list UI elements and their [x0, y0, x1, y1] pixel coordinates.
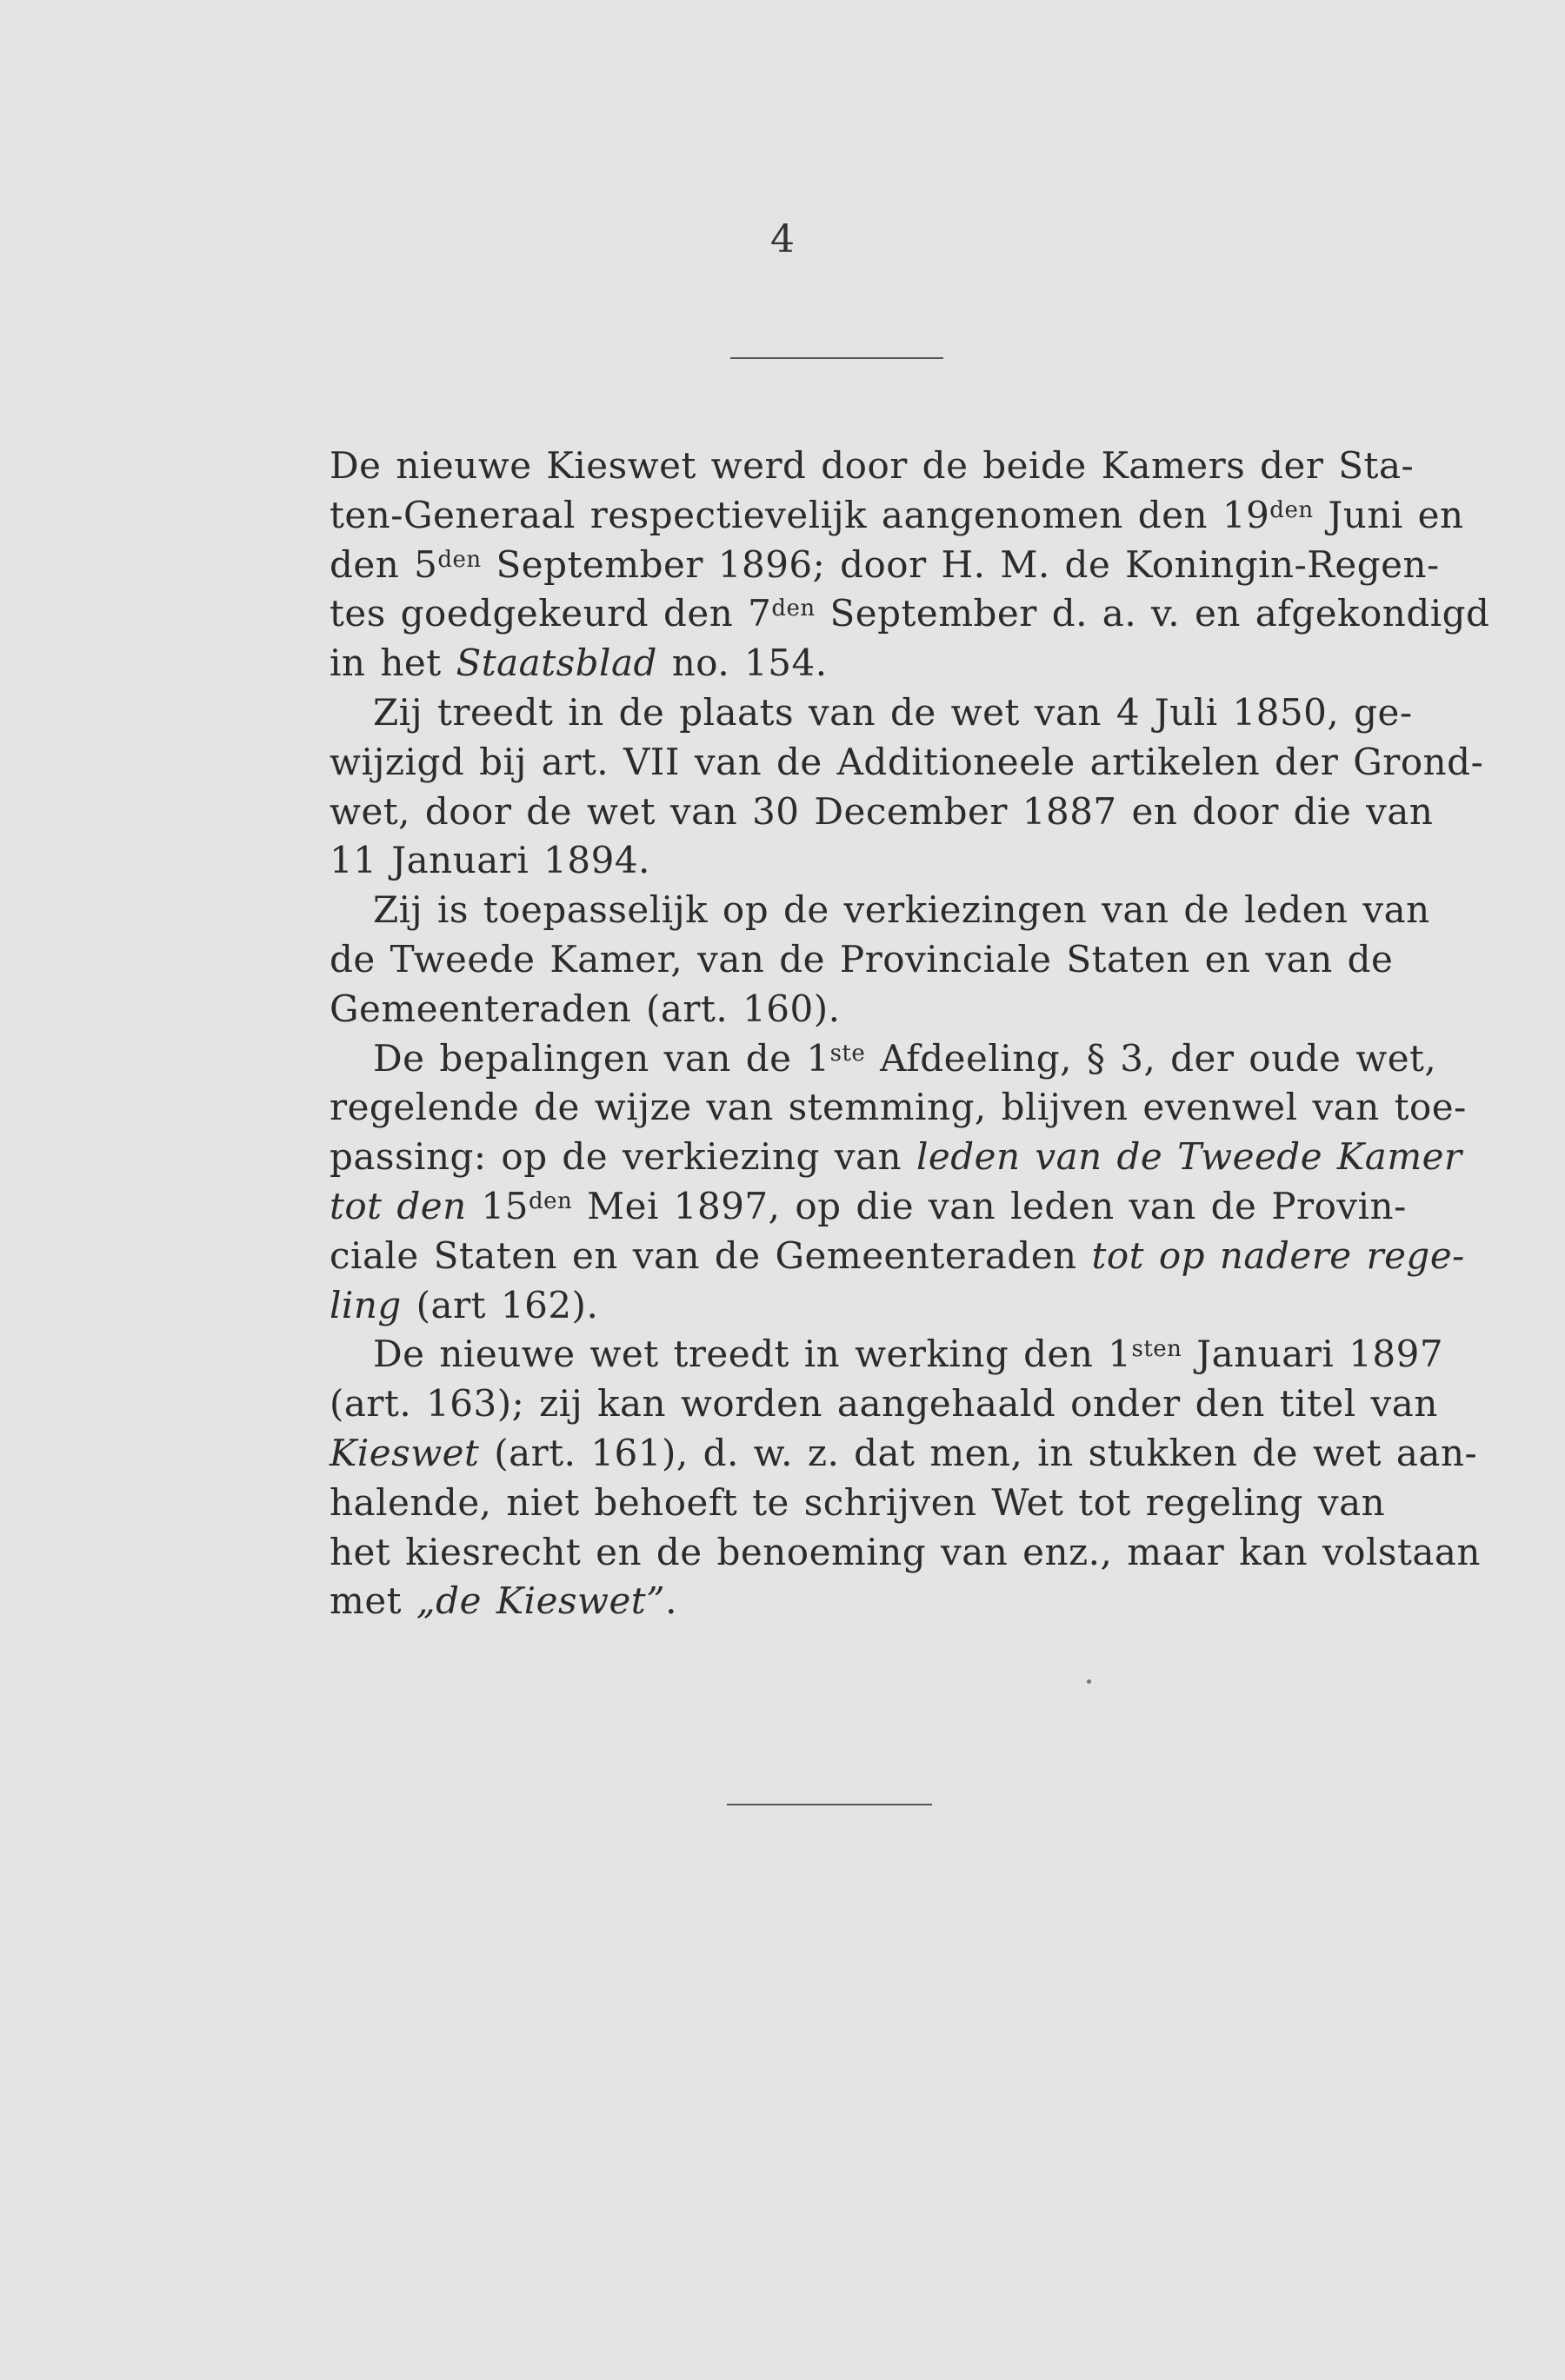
text-run: Juni en [1313, 493, 1464, 536]
text-run: 11 Januari 1894. [330, 839, 650, 882]
text-run: September d. a. v. en afgekondigd [815, 592, 1490, 635]
italic-text: ling [330, 1283, 402, 1326]
text-run: 15 [466, 1184, 529, 1227]
italic-text: tot den [330, 1184, 467, 1227]
text-run: Zij is toepasselijk op de verkiezingen van de leden van [373, 888, 1430, 932]
text-run: De nieuwe Kieswet werd door de beide Kamers der Sta- [330, 444, 1415, 487]
text-run: Gemeenteraden (art. 160). [330, 987, 841, 1030]
body-text [286, 442, 1490, 1626]
text-run: De nieuwe wet treedt in werking den 1 [373, 1333, 1132, 1376]
text-run: (art. 163); zij kan worden aangehaald onder den titel van [330, 1382, 1438, 1426]
text-line [286, 1528, 1481, 1578]
text-line [286, 935, 1394, 985]
text-line [286, 1479, 1386, 1528]
italic-text: Kieswet [330, 1431, 480, 1474]
text-line [286, 886, 1430, 935]
text-line [286, 836, 1373, 886]
italic-text: „de Kieswet” [416, 1579, 666, 1623]
text-run: Zij treedt in de plaats van de wet van 4 Juli 1850, ge- [373, 690, 1413, 734]
text-line [286, 738, 1484, 788]
text-line [286, 1083, 1467, 1133]
text-line [286, 1281, 1373, 1331]
text-run: passing: op de verkiezing van [330, 1135, 916, 1179]
paper-speck [1087, 1679, 1091, 1684]
italic-text: Staatsblad [456, 642, 657, 685]
text-line [286, 1133, 1462, 1182]
text-line [286, 1330, 1444, 1379]
text-line [286, 1577, 1373, 1626]
text-run: . [665, 1579, 678, 1623]
text-run: regelende de wijze van stemming, blijven evenwel van toe- [330, 1086, 1467, 1129]
text-run: in het [330, 642, 456, 685]
paragraph [286, 886, 1430, 1034]
text-line [286, 985, 1373, 1034]
text-line [286, 541, 1440, 590]
superscript: sten [1131, 1336, 1182, 1363]
page-number: 4 [770, 217, 795, 262]
superscript: den [528, 1187, 573, 1214]
text-line [286, 1379, 1438, 1429]
paragraph [286, 688, 1484, 886]
text-run: de Tweede Kamer, van de Provinciale Staten en van de [330, 937, 1394, 981]
text-run: met [330, 1579, 416, 1623]
text-line [286, 491, 1464, 541]
superscript: den [1269, 496, 1314, 523]
text-line [286, 1034, 1437, 1084]
text-run: Afdeeling, § 3, der oude wet, [865, 1036, 1437, 1080]
text-line [286, 1182, 1407, 1232]
text-line [286, 442, 1415, 491]
text-run: ciale Staten en van de Gemeenteraden [330, 1233, 1092, 1277]
text-run: het kiesrecht en de benoeming van enz., maar kan volstaan [330, 1530, 1481, 1573]
text-line [286, 639, 1373, 688]
text-run: no. 154. [656, 642, 828, 685]
text-run: September 1896; door H. M. de Koningin-Regen- [481, 542, 1440, 586]
text-run: den 5 [330, 542, 438, 586]
paragraph [286, 1034, 1467, 1331]
text-run: Mei 1897, op die van leden van de Provin- [572, 1184, 1407, 1227]
text-run: ten-Generaal respectievelijk aangenomen den 19 [330, 493, 1270, 536]
bottom-rule [727, 1804, 932, 1805]
text-line [286, 788, 1434, 837]
text-run: wet, door de wet van 30 December 1887 en door die van [330, 789, 1434, 833]
text-line [286, 589, 1490, 639]
italic-text: tot op nadere rege- [1091, 1233, 1465, 1277]
text-run: wijzigd bij art. VII van de Additioneele artikelen der Grond- [330, 740, 1484, 783]
text-run: (art. 161), d. w. z. dat men, in stukken de wet aan- [479, 1431, 1478, 1474]
text-line [286, 1232, 1465, 1281]
text-run: tes goedgekeurd den 7 [330, 592, 772, 635]
text-run: De bepalingen van de 1 [373, 1036, 830, 1080]
paragraph [286, 442, 1490, 688]
text-run: halende, niet behoeft te schrijven Wet tot regeling van [330, 1480, 1386, 1524]
superscript: den [437, 546, 482, 573]
text-run: Januari 1897 [1182, 1333, 1444, 1376]
text-run: (art 162). [401, 1283, 599, 1326]
text-line [286, 688, 1413, 738]
superscript: den [771, 595, 816, 622]
top-rule [730, 357, 943, 359]
text-line [286, 1429, 1478, 1479]
paragraph [286, 1330, 1481, 1626]
italic-text: leden van de Tweede Kamer [916, 1135, 1462, 1179]
superscript: ste [829, 1040, 866, 1067]
